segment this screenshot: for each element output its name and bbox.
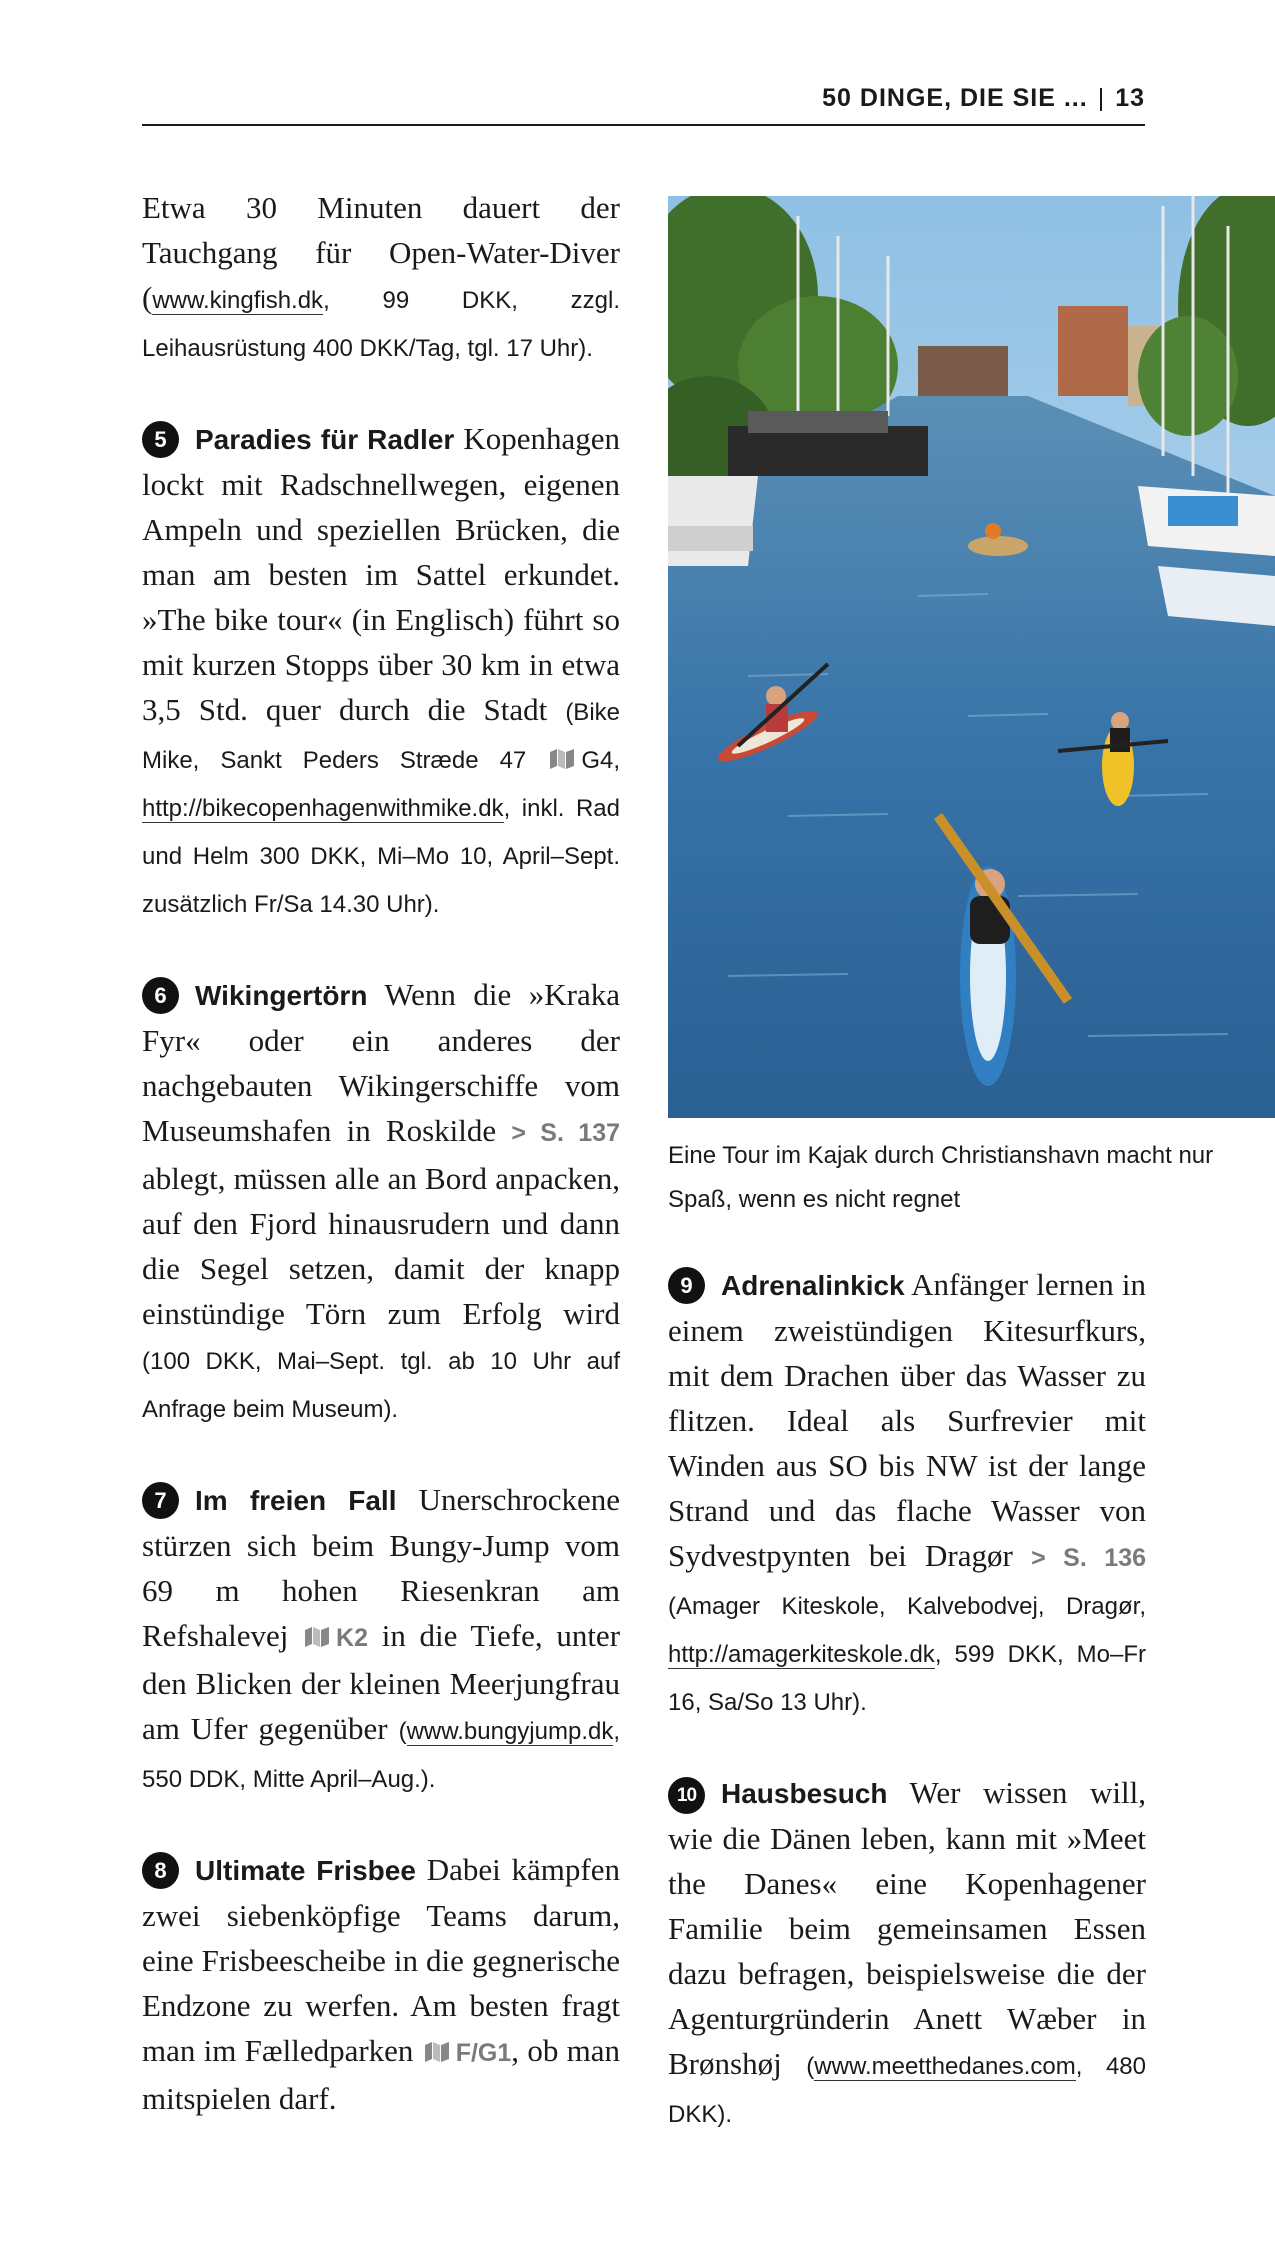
kayak-canal-illustration bbox=[668, 196, 1275, 1118]
section-9: 9 Adrenalinkick Anfänger lernen in einem zweistündigen Kitesurfkurs, mit dem Drachen über das Wasser zu flitzen. Ideal als Surfrevier mit Winden aus SO bis NW ist der lange Strand und das flache Wasser von Sydvestpynten bei Dragør > S. 136 (Amager Kiteskole, Kalvebodvej, Dragør, http://amagerkiteskole.dk, 599 DKK, Mo–Fr 16, Sa/So 13 Uhr). bbox=[668, 1267, 1146, 1716]
bungyjump-link[interactable]: www.bungyjump.dk bbox=[406, 1718, 614, 1745]
section-10: 10 Hausbesuch Wer wissen will, wie die Dänen leben, kann mit »Meet the Danes« eine Kopenhagener Familie beim gemeinsamen Essen dazu befragen, beispielsweise die der Agenturgründerin Anett Wæber in Brønshøj (www.meetthedanes.com, 480 DKK). bbox=[668, 1775, 1146, 2128]
right-column bbox=[668, 1262, 1146, 2182]
number-badge-10: 10 bbox=[668, 1777, 705, 1814]
section-7-title: Im freien Fall bbox=[195, 1485, 397, 1516]
map-icon bbox=[549, 748, 575, 770]
header-separator: | bbox=[1097, 84, 1106, 112]
number-badge-8: 8 bbox=[142, 1852, 179, 1889]
map-icon bbox=[424, 2041, 450, 2063]
intro-paragraph: Etwa 30 Minuten dauert der Tauchgang für Open-Water-Diver (www.kingfish.dk, 99 DKK, zzgl. Leihausrüstung 400 DKK/Tag, tgl. 17 Uhr). bbox=[142, 190, 620, 362]
page-ref-137[interactable]: > S. 137 bbox=[511, 1119, 621, 1147]
running-title: 50 DINGE, DIE SIE ... bbox=[822, 84, 1088, 112]
page-number: 13 bbox=[1115, 84, 1145, 112]
map-ref-fg1: F/G1 bbox=[455, 2039, 512, 2067]
section-6-title: Wikingertörn bbox=[195, 980, 368, 1011]
amagerkiteskole-link[interactable]: http://amagerkiteskole.dk bbox=[668, 1641, 935, 1668]
number-badge-6: 6 bbox=[142, 977, 179, 1014]
section-9-title: Adrenalinkick bbox=[721, 1270, 905, 1301]
page-header bbox=[142, 78, 1145, 126]
section-8: 8 Ultimate Frisbee Dabei kämpfen zwei siebenköpfige Teams darum, eine Frisbeescheibe in die gegnerische Endzone zu werfen. Am besten fragt man im Fælledparken F/G1, ob man mitspielen darf. bbox=[142, 1852, 621, 2116]
map-ref-g4: G4 bbox=[581, 747, 614, 774]
number-badge-9: 9 bbox=[668, 1267, 705, 1304]
section-6: 6 Wikingertörn Wenn die »Kraka Fyr« oder ein anderes der nachgebauten Wikingerschiffe vom Museumshafen in Roskilde > S. 137 ablegt, müssen alle an Bord anpacken, auf den Fjord hinausrudern und dann die Segel setzen, damit der knapp einstündige Törn zum Erfolg wird (100 DKK, Mai–Sept. tgl. ab 10 Uhr auf Anfrage beim Museum). bbox=[142, 977, 621, 1423]
section-10-title: Hausbesuch bbox=[721, 1778, 888, 1809]
number-badge-7: 7 bbox=[142, 1482, 179, 1519]
section-8-title: Ultimate Frisbee bbox=[195, 1855, 416, 1886]
map-icon bbox=[304, 1626, 330, 1648]
photo-caption: Eine Tour im Kajak durch Christianshavn macht nur Spaß, wenn es nicht regnet bbox=[668, 1142, 1214, 1213]
kingfish-link[interactable]: www.kingfish.dk bbox=[152, 287, 324, 314]
section-5-title: Paradies für Radler bbox=[195, 424, 455, 455]
left-column bbox=[142, 185, 620, 2166]
map-ref-k2: K2 bbox=[336, 1624, 369, 1652]
section-5: 5 Paradies für Radler Kopenhagen lockt mit Radschnellwegen, eigenen Ampeln und speziellen Brücken, die man am besten im Sattel erkundet. »The bike tour« (in Englisch) führt so mit kurzen Stopps über 30 km in etwa 3,5 Std. quer durch die Stadt (Bike Mike, Sankt Peders Stræde 47 G4, http://bikecopenhagenwithmike.dk, inkl. Rad und Helm 300 DKK, Mi–Mo 10, April–Sept. zusätzlich Fr/Sa 14.30 Uhr). bbox=[142, 421, 620, 918]
page-ref-136[interactable]: > S. 136 bbox=[1031, 1544, 1146, 1572]
section-7: 7 Im freien Fall Unerschrockene stürzen sich beim Bungy-Jump vom 69 m hohen Riesenkran am Refshalevej K2 in die Tiefe, unter den Blicken der kleinen Meerjungfrau am Ufer gegenüber (www.bungyjump.dk, 550 DDK, Mitte April–Aug.). bbox=[142, 1482, 621, 1793]
meetthedanes-link[interactable]: www.meetthedanes.com bbox=[814, 2053, 1076, 2080]
bikemike-link[interactable]: http://bikecopenhagenwithmike.dk bbox=[142, 795, 504, 822]
kayak-photo bbox=[668, 196, 1275, 1118]
number-badge-5: 5 bbox=[142, 421, 179, 458]
